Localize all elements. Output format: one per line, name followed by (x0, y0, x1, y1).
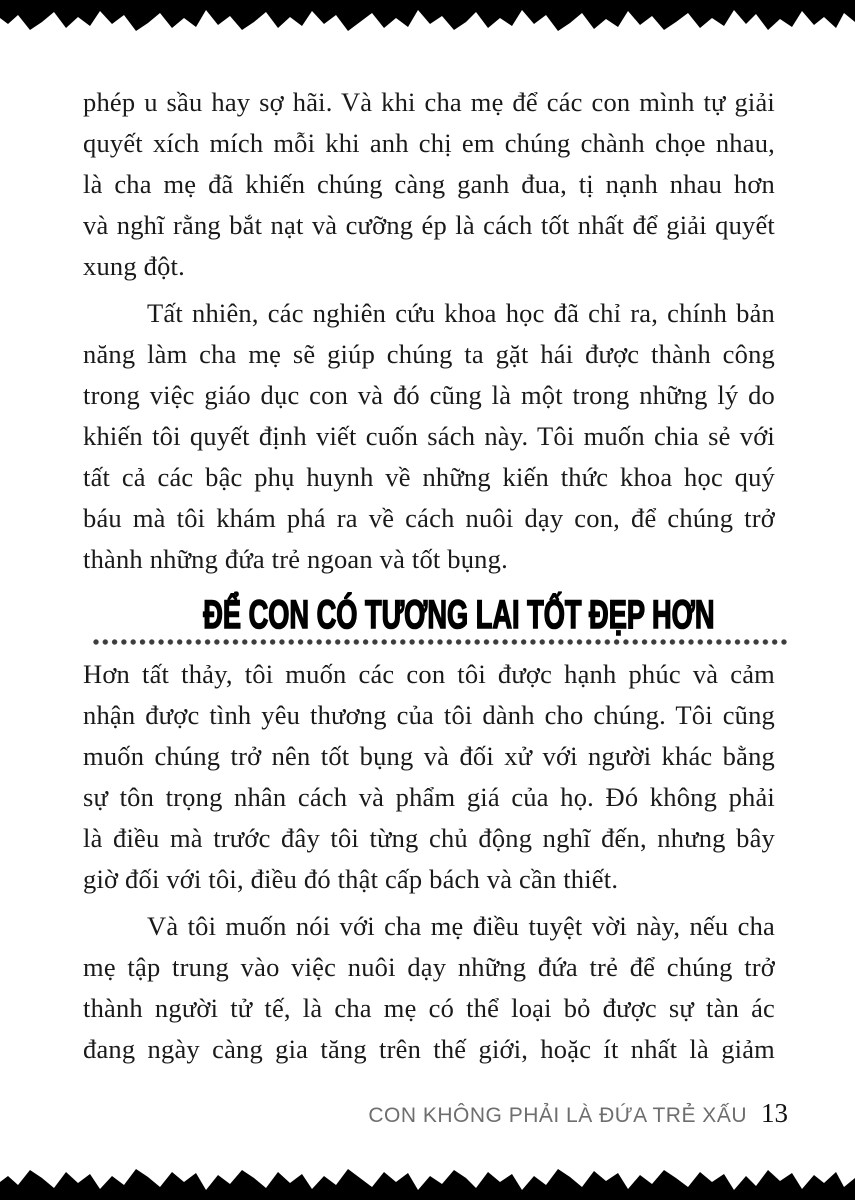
body-text-line: Và tôi muốn nói với cha mẹ điều tuyệt vời này, nếu cha (147, 911, 775, 941)
body-text-line: năng làm cha mẹ sẽ giúp chúng ta gặt hái được thành công (83, 339, 775, 369)
body-text-line: phép u sầu hay sợ hãi. Và khi cha mẹ để các con mình tự giải (83, 87, 775, 117)
body-text-line: đang ngày càng gia tăng trên thế giới, hoặc ít nhất là giảm (83, 1034, 775, 1064)
body-text-line: và nghĩ rằng bắt nạt và cưỡng ép là cách tốt nhất để giải quyết (83, 210, 775, 240)
dotted-divider (92, 638, 790, 646)
section-heading-row (83, 594, 775, 636)
text-column (83, 82, 775, 1070)
section-heading: ĐỂ CON CÓ TƯƠNG LAI TỐT ĐẸP HƠN (203, 593, 715, 637)
body-text-line: quyết xích mích mỗi khi anh chị em chúng chành chọe nhau, (83, 128, 775, 158)
body-text-line: giờ đối với tôi, điều đó thật cấp bách và cần thiết. (83, 864, 619, 894)
body-text-line: là điều mà trước đây tôi từng chủ động nghĩ đến, nhưng bây (83, 823, 775, 853)
body-text-line: Hơn tất thảy, tôi muốn các con tôi được hạnh phúc và cảm (83, 659, 775, 689)
body-text-line: trong việc giáo dục con và đó cũng là một trong những lý do (83, 380, 775, 410)
body-text-line: nhận được tình yêu thương của tôi dành cho chúng. Tôi cũng (83, 700, 775, 730)
body-text-line: tất cả các bậc phụ huynh về những kiến thức khoa học quý (83, 462, 775, 492)
page-number: 13 (761, 1098, 788, 1128)
torn-edge-top-decoration (0, 0, 855, 36)
body-text-line: khiến tôi quyết định viết cuốn sách này. Tôi muốn chia sẻ với (83, 421, 775, 451)
paragraphs-after-heading (83, 654, 775, 1070)
body-text-line: xung đột. (83, 251, 185, 281)
page-footer (368, 1098, 788, 1129)
body-text-line: thành những đứa trẻ ngoan và tốt bụng. (83, 544, 508, 574)
body-text-line: báu mà tôi khám phá ra về cách nuôi dạy con, để chúng trở (83, 503, 775, 533)
paragraphs-before-heading (83, 82, 775, 580)
body-text-line: thành người tử tế, là cha mẹ có thể loại bỏ được sự tàn ác (83, 993, 775, 1023)
body-text-line: là cha mẹ đã khiến chúng càng ganh đua, tị nạnh nhau hơn (83, 169, 775, 199)
body-text-line: Tất nhiên, các nghiên cứu khoa học đã chỉ ra, chính bản (147, 298, 775, 328)
body-text-line: muốn chúng trở nên tốt bụng và đối xử với người khác bằng (83, 741, 775, 771)
body-text-line: sự tôn trọng nhân cách và phẩm giá của họ. Đó không phải (83, 782, 775, 812)
running-title: CON KHÔNG PHẢI LÀ ĐỨA TRẺ XẤU (368, 1104, 747, 1127)
torn-edge-bottom-decoration (0, 1164, 855, 1200)
body-text-line: mẹ tập trung vào việc nuôi dạy những đứa trẻ để chúng trở (83, 952, 775, 982)
